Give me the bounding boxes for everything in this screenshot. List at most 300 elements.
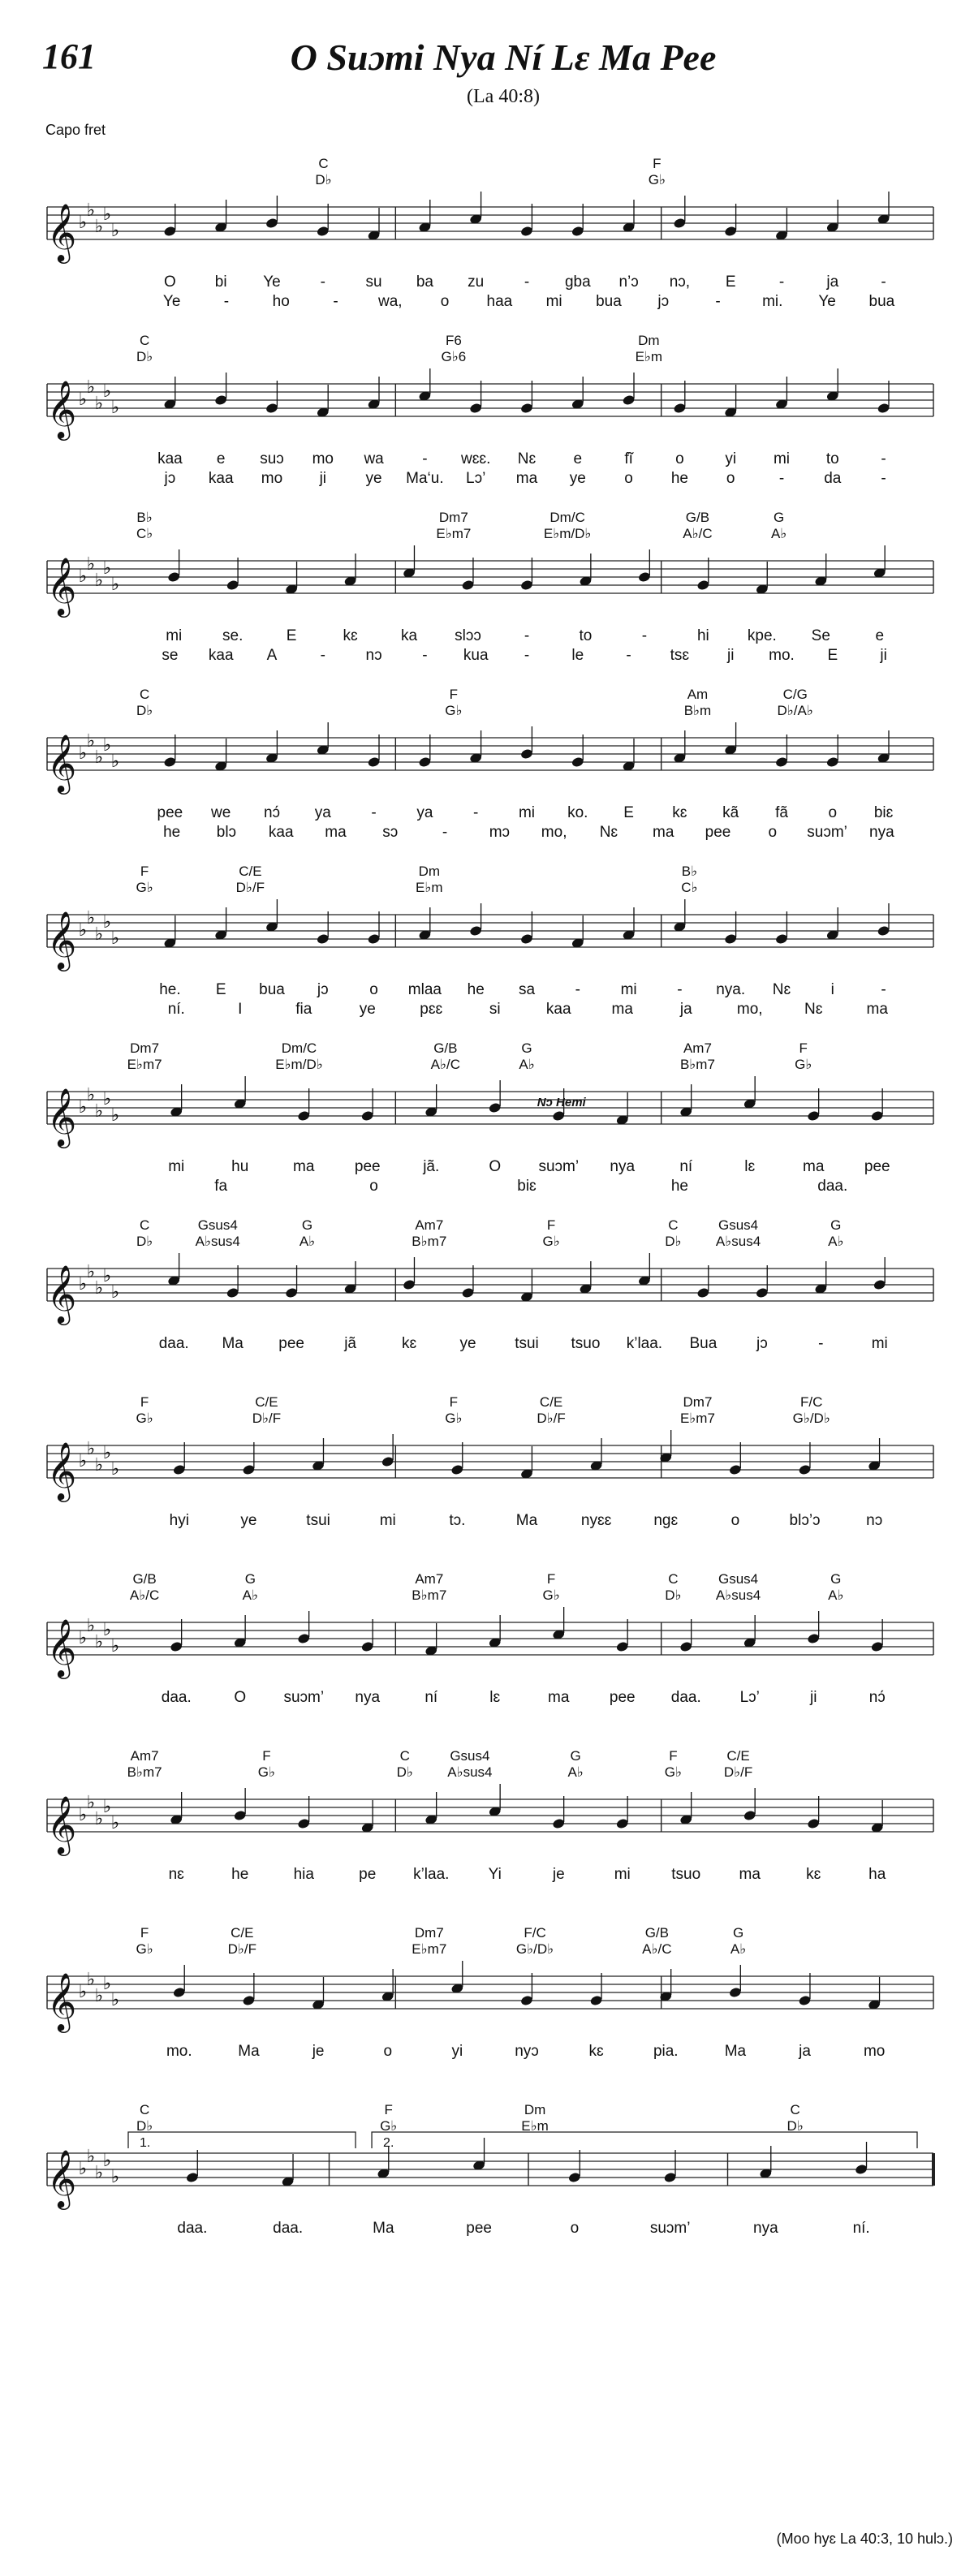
lyric-verse2: - [223,293,230,310]
lyric-verse1: E [215,981,226,998]
lyric-verse1: nya [753,2220,778,2237]
lyric-verse1: hyi [169,1512,189,1529]
volta-2-label: 2. [383,2136,394,2150]
scripture-reference: (La 40:8) [467,86,540,107]
lyric-verse1: slɔɔ [455,627,481,644]
chord-symbol: G [732,1925,744,1941]
flat-icon: ♭ [86,1084,96,1105]
lyric-verse2: - [320,647,325,664]
lyric-verse1: - [371,804,377,821]
chord-symbol: G [521,1040,532,1056]
lyric-verse2: ma [653,824,674,841]
lyric-verse1: nɔ́ [263,804,281,821]
chord-symbol: G/B [685,510,710,525]
lyric-verse2: fa [214,1178,228,1195]
flat-icon: ♭ [78,1273,88,1294]
lyric-verse2: si [489,1001,501,1018]
capo-chord-symbol: G♭ [136,1941,153,1957]
flat-icon: ♭ [86,1792,96,1812]
lyric-verse2: o [440,293,450,310]
flat-icon: ♭ [86,1969,96,1989]
lyric-verse2: ye [569,470,586,487]
lyric-verse1: wɛɛ. [460,450,491,467]
lyric-verse2: o [726,470,735,487]
capo-chord-symbol: E♭m/D♭ [275,1057,323,1072]
lyric-verse1: lɛ [744,1158,756,1175]
flat-icon: ♭ [94,747,104,767]
capo-chord-symbol: G♭ [795,1057,812,1072]
chord-symbol: G [830,1571,842,1587]
chord-symbol: Gsus4 [718,1571,759,1587]
lyric-verse2: ye [365,470,382,487]
capo-chord-symbol: G♭ [542,1587,560,1603]
capo-chord-symbol: D♭/F [537,1411,566,1426]
capo-chord-symbol: D♭ [315,172,332,187]
lyric-verse1: ye [240,1512,257,1529]
capo-chord-symbol: D♭ [787,2118,804,2134]
lyric-verse2: ma [866,1001,888,1018]
lyric-verse2: mo, [736,1001,763,1018]
lyric-verse1: daa. [158,1335,189,1352]
lyric-verse1: gba [564,274,591,291]
chord-symbol: C/G [782,687,808,702]
lyric-verse1: yi [451,2043,463,2060]
capo-chord-symbol: A♭ [519,1057,535,1072]
lyric-verse1: ngɛ [653,1512,679,1529]
lyric-verse1: o [369,981,378,998]
lyric-verse2: kaa [208,647,234,664]
chord-symbol: C [399,1748,410,1764]
flat-icon: ♭ [94,1985,104,2005]
lyric-verse2: - [626,647,631,664]
lyric-verse1: Lɔ’ [739,1689,760,1706]
lyric-verse1: mi [168,1158,185,1175]
lyric-verse1: daa. [273,2220,304,2237]
lyric-verse2: jɔ [657,293,670,310]
chord-symbol: Gsus4 [718,1217,759,1233]
lyric-verse1: Yi [488,1866,502,1883]
lyric-verse1: e [573,450,583,467]
lyric-verse2: ji [319,470,327,487]
capo-chord-symbol: D♭ [665,1234,682,1249]
lyric-verse1: pe [359,1866,377,1883]
chord-symbol: Dm [524,2102,546,2117]
treble-clef-icon: 𝄞 [46,1443,77,1499]
capo-chord-symbol: E♭m [635,349,663,364]
lyric-verse1: tsuo [671,1866,701,1883]
lyric-verse1: ka [401,627,418,644]
capo-chord-symbol: E♭m7 [436,526,472,541]
volta-bracket [372,2132,917,2148]
flat-icon: ♭ [110,1458,120,1479]
lyric-verse2: he [163,824,181,841]
volta-bracket [128,2132,356,2148]
lyric-verse1: nya. [716,981,746,998]
lyric-verse1: wa [364,450,384,467]
lyric-verse1: e [216,450,226,467]
lyric-verse1: se. [222,627,244,644]
chord-symbol: C [668,1217,679,1233]
capo-chord-symbol: G♭6 [441,349,467,364]
lyric-verse2: - [333,293,338,310]
chord-symbol: Gsus4 [197,1217,238,1233]
flat-icon: ♭ [102,1442,112,1462]
lyric-verse1: pee [466,2220,492,2237]
chord-symbol: G/B [644,1925,670,1941]
lyric-verse1: - [320,274,325,291]
lyric-verse1: - [524,627,530,644]
lyric-verse2: - [881,470,886,487]
chord-symbol: Am7 [415,1571,444,1587]
lyric-verse1: E [286,627,297,644]
capo-chord-symbol: G♭ [136,880,153,895]
capo-chord-symbol: G♭ [648,172,666,187]
capo-chord-symbol: D♭/F [723,1764,753,1780]
lyric-verse1: to [825,450,839,467]
flat-icon: ♭ [94,1808,104,1829]
lyric-verse2: ho [272,293,290,310]
lyric-verse1: kɛ [588,2043,604,2060]
flat-icon: ♭ [94,393,104,413]
lyric-verse1: nyɛɛ [580,1512,612,1529]
lyric-verse1: O [164,274,176,291]
lyric-verse1: n’ɔ [618,274,639,291]
lyric-verse2: o [369,1178,378,1195]
lyric-verse2: le [571,647,584,664]
lyric-verse1: E [725,274,736,291]
section-label: Nɔ Hemi [537,1096,586,1109]
lyric-verse2: o [768,824,778,841]
lyric-verse1: nɔ [866,1512,883,1529]
lyric-verse2: ma [515,470,538,487]
capo-chord-symbol: A♭sus4 [715,1587,761,1603]
flat-icon: ♭ [110,397,120,417]
footnote: (Moo hyɛ La 40:3, 10 hulɔ.) [776,2531,953,2547]
lyric-verse2: Ma‘u. [406,470,444,487]
treble-clef-icon: 𝄞 [46,205,77,261]
capo-chord-symbol: C♭ [681,880,698,895]
lyric-verse1: - [818,1335,824,1352]
chord-symbol: F [449,1394,459,1410]
treble-clef-icon: 𝄞 [46,1089,77,1145]
lyric-verse1: blɔ’ɔ [789,1512,821,1529]
chord-symbol: Am7 [130,1748,159,1764]
lyric-verse1: jɔ [756,1335,768,1352]
flat-icon: ♭ [78,389,88,409]
lyric-verse1: kɛ [672,804,687,821]
chord-symbol: F [799,1040,808,1056]
lyric-verse1: je [312,2043,325,2060]
lyric-verse1: hia [293,1866,314,1883]
flat-icon: ♭ [86,1261,96,1282]
lyric-verse1: tsuo [571,1335,601,1352]
chord-symbol: G [774,510,785,525]
lyric-verse1: kɛ [343,627,358,644]
lyric-verse1: ma [548,1689,570,1706]
flat-icon: ♭ [110,1812,120,1833]
lyric-verse2: pee [705,824,731,841]
chord-symbol: C/E [255,1394,278,1410]
chord-symbol: F [669,1748,678,1764]
lyric-verse1: to [579,627,593,644]
capo-chord-symbol: A♭ [242,1587,259,1603]
chord-symbol: B♭ [136,510,153,525]
lyric-verse1: mo. [166,2043,192,2060]
capo-chord-symbol: E♭m [416,880,443,895]
lyric-verse1: nɔ́ [868,1689,886,1706]
lyric-verse1: kɛ [401,1335,417,1352]
lyric-verse1: - [524,274,530,291]
treble-clef-icon: 𝄞 [46,558,77,614]
capo-chord-symbol: A♭/C [683,526,713,541]
flat-icon: ♭ [102,1265,112,1286]
lyric-verse2: mi. [762,293,783,310]
lyric-verse2: se [162,647,179,664]
capo-chord-symbol: B♭m7 [412,1234,447,1249]
lyric-verse1: nya [355,1689,381,1706]
lyric-verse1: pee [157,804,183,821]
capo-chord-symbol: B♭m [683,703,712,718]
chord-symbol: F [140,864,149,879]
capo-chord-symbol: D♭ [136,2118,153,2134]
hymn-number: 161 [42,37,96,76]
capo-chord-symbol: A♭sus4 [195,1234,240,1249]
treble-clef-icon: 𝄞 [46,381,77,437]
lyric-verse2: kaa [268,824,294,841]
flat-icon: ♭ [110,1282,120,1302]
lyric-verse2: nya [869,824,894,841]
flat-icon: ♭ [110,1989,120,2010]
lyric-verse1: e [875,627,885,644]
lyric-verse1: sa [518,981,536,998]
capo-chord-symbol: E♭m7 [412,1941,447,1957]
chord-symbol: C [139,687,150,702]
lyric-verse1: je [552,1866,565,1883]
lyric-verse1: ba [416,274,433,291]
lyric-verse1: Ma [238,2043,260,2060]
capo-chord-symbol: D♭/F [227,1941,257,1957]
lyric-verse1: o [675,450,684,467]
chord-symbol: Dm7 [438,510,468,525]
flat-icon: ♭ [78,212,88,232]
lyric-verse1: jã [344,1335,357,1352]
flat-icon: ♭ [110,574,120,594]
chord-symbol: F [262,1748,271,1764]
flat-icon: ♭ [102,1796,112,1816]
lyric-verse1: fã [775,804,788,821]
capo-chord-symbol: D♭ [136,349,153,364]
capo-chord-symbol: A♭/C [642,1941,672,1957]
lyric-verse1: tsui [306,1512,330,1529]
capo-chord-symbol: E♭m7 [127,1057,162,1072]
flat-icon: ♭ [78,1981,88,2001]
lyric-verse1: ní [425,1689,438,1706]
capo-chord-symbol: A♭ [828,1234,844,1249]
lyric-verse2: ye [359,1001,376,1018]
lyric-verse1: mi [773,450,791,467]
flat-icon: ♭ [102,558,112,578]
lyric-verse1: fĩ [624,450,633,467]
lyric-verse2: - [524,647,530,664]
lyric-verse1: Ma [373,2220,394,2237]
lyric-verse1: mi [518,804,536,821]
flat-icon: ♭ [78,566,88,586]
flat-icon: ♭ [94,570,104,590]
lyric-verse1: nɛ [168,1866,184,1883]
chord-symbol: Dm7 [414,1925,444,1941]
capo-chord-symbol: E♭m [521,2118,549,2134]
lyric-verse1: Ma [724,2043,747,2060]
chord-symbol: C [139,1217,150,1233]
capo-chord-symbol: B♭m7 [127,1764,162,1780]
treble-clef-icon: 𝄞 [46,1266,77,1322]
lyric-verse1: nyɔ [515,2043,539,2060]
flat-icon: ♭ [110,220,120,240]
flat-icon: ♭ [110,1635,120,1656]
lyric-verse2: A [266,647,278,664]
lyric-verse1: - [473,804,479,821]
flat-icon: ♭ [110,2166,120,2186]
lyric-verse1: nya [610,1158,636,1175]
lyric-verse1: k’laa. [626,1335,663,1352]
lyric-verse1: mi [166,627,183,644]
lyric-verse2: blɔ [216,824,237,841]
flat-icon: ♭ [78,1627,88,1648]
lyric-verse1: ya [416,804,433,821]
treble-clef-icon: 𝄞 [46,1620,77,1676]
lyric-verse2: he [670,1178,688,1195]
lyric-verse1: tɔ. [449,1512,466,1529]
capo-chord-symbol: G♭ [445,1411,463,1426]
lyric-verse1: kɛ [806,1866,821,1883]
flat-icon: ♭ [94,216,104,236]
capo-chord-symbol: A♭sus4 [447,1764,493,1780]
chord-symbol: Dm [418,864,441,879]
lyric-verse1: bi [214,274,227,291]
capo-chord-symbol: A♭/C [430,1057,461,1072]
flat-icon: ♭ [94,1277,104,1298]
capo-chord-symbol: G♭ [136,1411,153,1426]
lyric-verse1: pee [609,1689,636,1706]
lyric-verse1: suɔm’ [538,1158,580,1175]
lyric-verse2: kua [463,647,489,664]
chord-symbol: F/C [800,1394,823,1410]
lyric-verse2: ma [611,1001,633,1018]
chord-symbol: Dm7 [683,1394,713,1410]
chord-symbol: Am [687,687,709,702]
lyric-verse2: pɛɛ [420,1001,443,1018]
chord-symbol: C/E [539,1394,563,1410]
lyric-verse1: ko. [567,804,588,821]
lyric-verse1: mo [863,2043,886,2060]
capo-chord-symbol: G♭ [664,1764,683,1780]
lyric-verse2: tsɛ [670,647,690,664]
lyric-verse1: tsui [515,1335,539,1352]
lyric-verse1: hu [231,1158,249,1175]
flat-icon: ♭ [102,204,112,224]
capo-chord-symbol: D♭ [665,1587,682,1603]
flat-icon: ♭ [102,2150,112,2170]
lyric-verse1: pia. [653,2043,679,2060]
lyric-verse1: o [383,2043,393,2060]
lyric-verse2: - [422,647,428,664]
lyric-verse2: mi [545,293,562,310]
capo-chord-symbol: D♭/F [235,880,265,895]
lyric-verse2: kaa [208,470,234,487]
flat-icon: ♭ [94,1454,104,1475]
lyric-verse1: ji [810,1689,817,1706]
chord-symbol: C/E [726,1748,750,1764]
capo-chord-symbol: G♭ [380,2118,398,2134]
lyric-verse1: ye [459,1335,476,1352]
treble-clef-icon: 𝄞 [46,735,77,791]
lyric-verse1: ma [803,1158,825,1175]
lyric-verse1: ma [739,1866,761,1883]
capo-chord-symbol: D♭ [136,1234,153,1249]
lyric-verse2: ja [679,1001,692,1018]
chord-symbol: Am7 [683,1040,712,1056]
lyric-verse1: jɔ [317,981,329,998]
chord-symbol: C/E [231,1925,254,1941]
flat-icon: ♭ [94,1631,104,1652]
lyric-verse1: k’laa. [413,1866,450,1883]
flat-icon: ♭ [78,1450,88,1471]
capo-chord-symbol: G♭ [445,703,463,718]
flat-icon: ♭ [78,920,88,940]
flat-icon: ♭ [86,1438,96,1458]
flat-icon: ♭ [86,377,96,397]
treble-clef-icon: 𝄞 [46,2151,77,2207]
flat-icon: ♭ [78,1096,88,1117]
lyric-verse1: he [467,981,485,998]
lyric-verse2: ní. [167,1001,185,1018]
flat-icon: ♭ [78,743,88,763]
chord-symbol: F6 [445,333,462,348]
lyric-verse1: - [422,450,428,467]
lyric-verse2: fia [295,1001,312,1018]
lyric-verse1: zu [468,274,485,291]
chord-symbol: F/C [524,1925,546,1941]
chord-symbol: G [244,1571,256,1587]
lyric-verse2: jɔ [164,470,176,487]
lyric-verse2: kaa [545,1001,571,1018]
flat-icon: ♭ [86,2146,96,2166]
lyric-verse2: - [778,470,785,487]
lyric-verse1: pee [278,1335,305,1352]
capo-chord-symbol: A♭ [299,1234,316,1249]
lyric-verse1: - [575,981,580,998]
lyric-verse1: nɔ, [669,274,691,291]
lyric-verse1: he. [159,981,181,998]
lyric-verse1: Nɛ [517,450,537,467]
lyric-verse1: Ma [515,1512,538,1529]
lyric-verse2: ma [325,824,347,841]
lyric-verse2: biɛ [517,1178,537,1195]
chord-symbol: C [668,1571,679,1587]
lyric-verse1: O [489,1158,502,1175]
lyric-verse1: ja [826,274,839,291]
chord-symbol: G/B [132,1571,157,1587]
lyric-verse2: o [624,470,633,487]
capo-chord-symbol: A♭/C [129,1587,160,1603]
lyric-verse1: mi [379,1512,396,1529]
lyric-verse1: daa. [177,2220,208,2237]
lyric-verse2: sɔ [382,824,399,841]
flat-icon: ♭ [102,911,112,932]
lyric-verse2: - [442,824,448,841]
chord-symbol: Dm/C [281,1040,317,1056]
lyric-verse1: Bua [689,1335,718,1352]
